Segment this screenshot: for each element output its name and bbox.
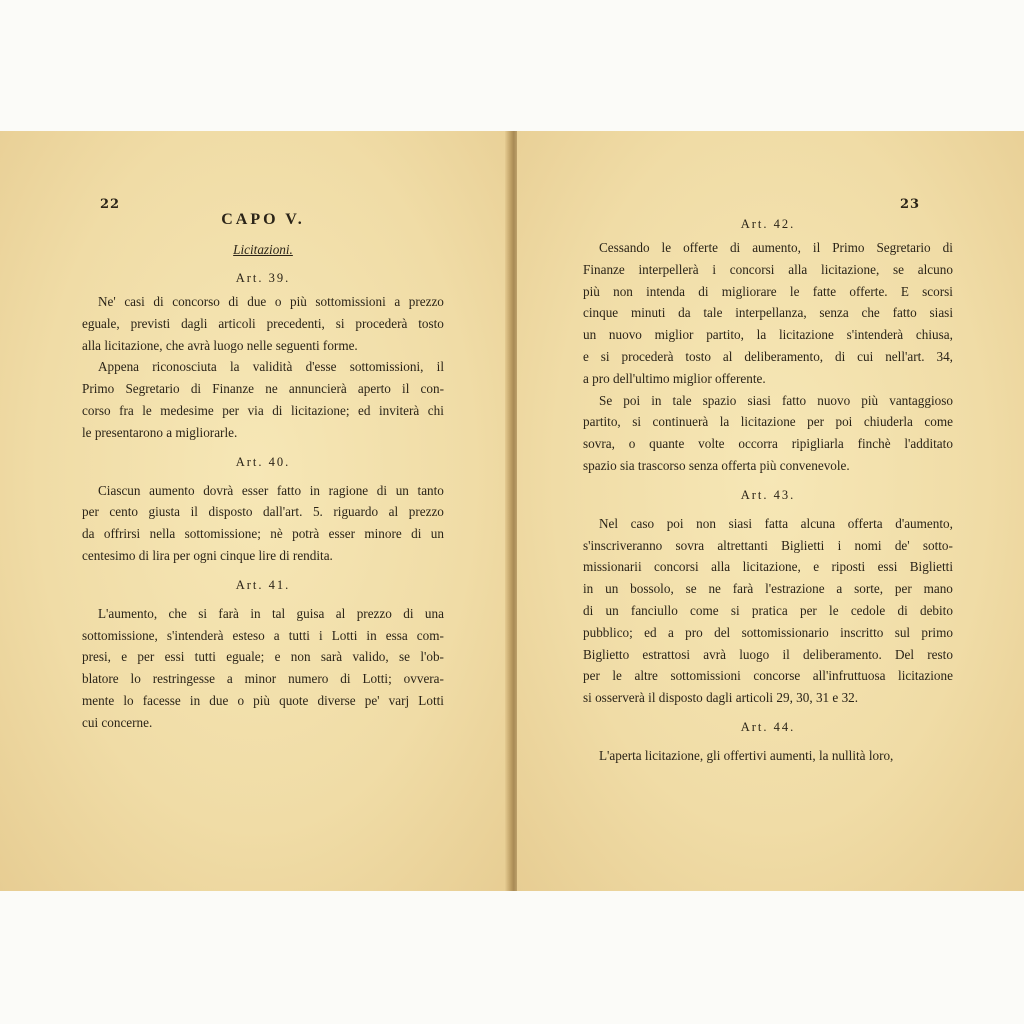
text-line: in un bossolo, se ne farà l'estrazione a sorte, per mano xyxy=(583,581,953,597)
article-paragraph xyxy=(82,480,444,567)
text-line: Primo Segretario di Finanze ne annuncierà aperto il con- xyxy=(82,381,444,397)
text-line: cui concerne. xyxy=(82,714,153,730)
article-paragraph xyxy=(583,390,953,477)
text-line: Ciascun aumento dovrà esser fatto in ragione di un tanto xyxy=(98,482,444,498)
text-line: Se poi in tale spazio siasi fatto nuovo più vantaggioso xyxy=(599,392,953,408)
chapter-title: CAPO V. xyxy=(221,211,305,228)
text-line: sovra, o quante volte occorra ripigliarla finchè l'additato xyxy=(583,436,953,452)
text-line: alla licitazione, che avrà luogo nelle seguenti forme. xyxy=(82,337,358,353)
page-number: 22 xyxy=(100,197,121,212)
text-line: L'aumento, che si farà in tal guisa al prezzo di una xyxy=(98,605,444,621)
section-title: Licitazioni. xyxy=(233,242,293,257)
text-line: corso fra le medesime per via di licitazione; ed inviterà chi xyxy=(82,402,444,418)
text-line: s'inscriveranno sovra altrettanti Biglietti i nomi de' sotto- xyxy=(583,537,953,553)
text-line: centesimo di lira per ogni cinque lire di rendita. xyxy=(82,547,333,563)
right-page-text xyxy=(583,211,953,767)
text-line: per le altre sottomissioni concorse all'infruttuosa licitazione xyxy=(583,668,953,684)
article-paragraph xyxy=(583,513,953,709)
text-line: Finanze interpellerà i concorsi alla licitazione, se alcuno xyxy=(583,261,953,277)
right-articles xyxy=(583,211,953,767)
text-line: per cento giusta il disposto dall'art. 5. riguardo al prezzo xyxy=(82,504,444,520)
text-line: Biglietto estrattosi avrà luogo il deliberamento. Del resto xyxy=(583,646,953,662)
text-line: e si procederà tosto al deliberamento, di cui nell'art. 34, xyxy=(583,348,953,364)
text-line: da offrirsi nella sottomissione; nè potrà esser minore di un xyxy=(82,526,444,542)
text-line: più non intenda di migliorare le fatte offerte. E scorsi xyxy=(583,283,953,299)
article-paragraph xyxy=(82,291,444,356)
text-line: Cessando le offerte di aumento, il Primo Segretario di xyxy=(599,240,953,255)
text-line: cinque minuti da tale interpellanza, senza che fatto siasi xyxy=(583,305,953,321)
article-paragraph xyxy=(82,603,444,734)
text-line: Ne' casi di concorso di due o più sottomissioni a prezzo xyxy=(98,294,444,309)
article-heading: Art. 39. xyxy=(235,271,291,285)
text-line: eguale, previsti dagli articoli precedenti, si procederà tosto xyxy=(82,315,444,331)
left-page xyxy=(0,131,513,891)
text-line: un nuovo miglior partito, la licitazione s'intenderà chiusa, xyxy=(583,327,953,343)
article-heading: Art. 41. xyxy=(235,577,291,592)
article-paragraph xyxy=(82,356,444,443)
article-paragraph xyxy=(583,237,953,390)
text-line: presi, e per essi tutti eguale; e non sarà valido, se l'ob- xyxy=(82,649,444,665)
text-line: sottomissione, s'intenderà esteso a tutti i Lotti in essa com- xyxy=(82,627,444,643)
text-line: partito, si continuerà la licitazione per poi chiuderla come xyxy=(583,414,953,430)
text-line: di un fanciullo come si pratica per le cedole di debito xyxy=(583,602,953,618)
text-line: Appena riconosciuta la validità d'esse sottomissioni, il xyxy=(98,359,444,375)
article-paragraph xyxy=(583,745,953,767)
article-heading: Art. 42. xyxy=(740,217,796,231)
text-line: mente lo facesse in due o più quote diverse pe' varj Lotti xyxy=(82,692,444,708)
text-line: missionarii concorsi alla licitazione, e riposti essi Biglietti xyxy=(583,559,953,575)
text-line: a pro dell'ultimo miglior offerente. xyxy=(583,370,766,386)
text-line: le presentarono a migliorarle. xyxy=(82,424,238,440)
page-number: 23 xyxy=(900,197,921,212)
article-heading: Art. 44. xyxy=(740,719,796,734)
text-line: blatore lo restringesse a minor numero di Lotti; ovvera- xyxy=(82,671,444,687)
article-heading: Art. 43. xyxy=(740,487,796,502)
text-line: Nel caso poi non siasi fatta alcuna offerta d'aumento, xyxy=(599,515,953,531)
book-spread xyxy=(0,131,1024,891)
text-line: si osserverà il disposto dagli articoli 29, 30, 31 e 32. xyxy=(583,690,859,706)
right-page xyxy=(517,131,1024,891)
text-line: L'aperta licitazione, gli offertivi aumenti, la nullità loro, xyxy=(599,747,894,763)
article-heading: Art. 40. xyxy=(235,454,291,469)
left-page-text xyxy=(82,209,444,734)
text-line: spazio sia trascorso senza offerta più convenevole. xyxy=(583,457,850,473)
left-articles xyxy=(82,265,444,734)
text-line: pubblico; ed a pro del sottomissionario inscritto sul primo xyxy=(583,624,953,640)
